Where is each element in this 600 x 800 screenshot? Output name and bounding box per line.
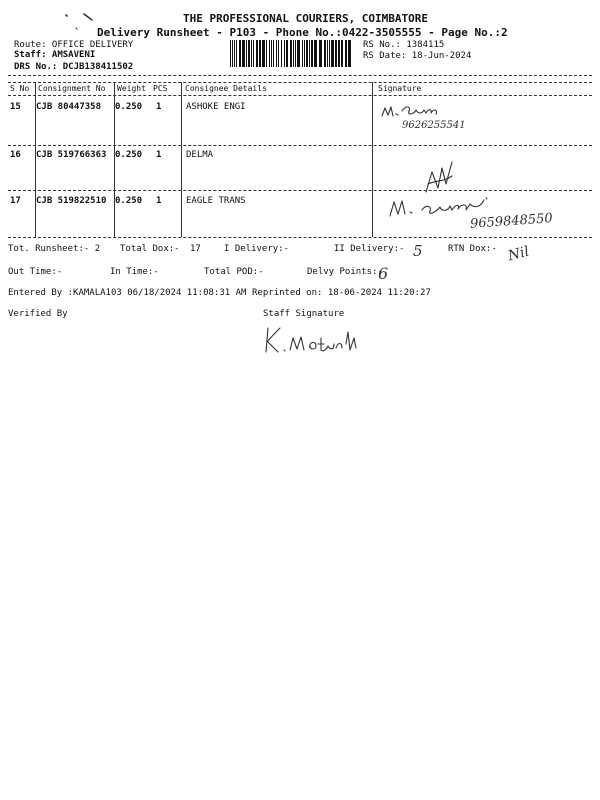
row-16-sno: 16 <box>10 150 21 160</box>
delvy-points-label: Delvy Points:- <box>307 267 383 277</box>
column-separator <box>181 82 182 237</box>
barcode-bar <box>230 40 231 67</box>
col-header-signature: Signature <box>378 84 422 93</box>
smudge-mark-icon <box>64 12 94 26</box>
staff-signature-label: Staff Signature <box>263 309 345 319</box>
divider-top <box>8 75 592 76</box>
barcode-bar <box>319 40 322 67</box>
barcode-bar <box>271 40 272 67</box>
barcode-bar <box>276 40 277 67</box>
barcode-bar <box>286 40 288 67</box>
rtn-dox-label: RTN Dox:- <box>448 244 497 254</box>
barcode-bar <box>269 40 270 67</box>
divider-header-bottom <box>8 95 592 96</box>
barcode-bar <box>273 40 274 67</box>
total-dox-label: Total Dox:- <box>120 244 180 254</box>
verified-by-label: Verified By <box>8 309 68 319</box>
barcode-bar <box>262 40 265 67</box>
row-17-consignment: CJB 519822510 <box>36 196 107 206</box>
barcode-bar <box>246 40 247 67</box>
row-16-consignee: DELMA <box>186 150 214 160</box>
barcode-bar <box>234 40 235 67</box>
barcode-bar <box>331 40 334 67</box>
divider-table-bottom <box>8 237 592 238</box>
in-time-label: In Time:- <box>110 267 159 277</box>
barcode-bar <box>309 40 310 67</box>
rs-date: RS Date: 18-Jun-2024 <box>363 51 472 61</box>
staff-label: Staff: AMSAVENI <box>14 50 96 60</box>
barcode-bar <box>256 40 258 67</box>
barcode-bar <box>284 40 285 67</box>
drs-number: DRS No.: DCJB138411502 <box>14 62 134 72</box>
row-17-consignee: EAGLE TRANS <box>186 196 246 206</box>
ii-delivery-value: 5 <box>413 242 423 260</box>
row-17-pcs: 1 <box>156 196 162 206</box>
col-header-consignee: Consignee Details <box>185 84 267 93</box>
i-delivery-label: I Delivery:- <box>224 244 290 254</box>
column-separator <box>372 82 373 237</box>
row-15-pcs: 1 <box>156 102 162 112</box>
row-16-pcs: 1 <box>156 150 162 160</box>
row-15-consignment: CJB 80447358 <box>36 102 102 112</box>
total-pod-label: Total POD:- <box>204 267 264 277</box>
row-17-sno: 17 <box>10 196 21 206</box>
barcode-bar <box>304 40 305 67</box>
row-divider <box>8 145 592 146</box>
barcode-bar <box>251 40 252 67</box>
barcode-bar <box>259 40 261 67</box>
col-header-consignment: Consignment No <box>38 84 106 93</box>
row-17-weight: 0.250 <box>115 196 143 206</box>
row-15-consignee: ASHOKE ENGI <box>186 102 246 112</box>
barcode-bar <box>302 40 303 67</box>
barcode-bar <box>278 40 279 67</box>
total-dox-value: 17 <box>190 244 201 254</box>
row-divider <box>8 190 592 191</box>
route-label: Route: OFFICE DELIVERY <box>14 40 134 50</box>
tot-runsheet: Tot. Runsheet:- 2 <box>8 244 101 254</box>
row-15-weight: 0.250 <box>115 102 143 112</box>
barcode-bar <box>239 40 241 67</box>
company-name: THE PROFESSIONAL COURIERS, COIMBATORE <box>183 12 429 25</box>
barcode-bar <box>232 40 233 67</box>
barcode-bar <box>297 40 300 67</box>
row-15-sno: 15 <box>10 102 21 112</box>
col-header-sno: S No <box>10 84 30 93</box>
row-16-consignment: CJB 519766363 <box>36 150 107 160</box>
barcode-bar <box>290 40 292 67</box>
row-16-weight: 0.250 <box>115 150 143 160</box>
barcode-bar <box>329 40 330 67</box>
reprinted-on: Reprinted on: 18-06-2024 11:20:27 <box>252 288 431 298</box>
barcode-bar <box>281 40 282 67</box>
barcode-bar <box>248 40 250 67</box>
barcode-bar <box>253 40 254 67</box>
barcode-bar <box>335 40 337 67</box>
barcode-bar <box>314 40 317 67</box>
rtn-dox-value: Nil <box>506 243 531 265</box>
barcode-bar <box>293 40 294 67</box>
delvy-points-value: 6 <box>378 264 389 283</box>
barcode-bar <box>242 40 245 67</box>
barcode-bar <box>324 40 326 67</box>
signature-phone-15: 9626255541 <box>402 120 466 131</box>
runsheet-title: Delivery Runsheet - P103 - Phone No.:0422-3505555 - Page No.:2 <box>97 26 508 39</box>
staff-signature-icon <box>262 322 372 358</box>
entered-by: Entered By :KAMALA103 06/18/2024 11:08:31 AM <box>8 288 247 298</box>
barcode-bar <box>348 40 351 67</box>
divider-header-top <box>8 82 592 83</box>
signature-phone-17: 9659848550 <box>469 211 554 232</box>
barcode-bar <box>306 40 308 67</box>
barcode-bar <box>338 40 340 67</box>
ii-delivery-label: II Delivery:- <box>334 244 405 254</box>
barcode-bar <box>266 40 267 67</box>
barcode-bar <box>236 40 237 67</box>
barcode-bar <box>295 40 296 67</box>
col-header-pcs: PCS <box>153 84 168 93</box>
rs-number: RS No.: 1384115 <box>363 40 445 50</box>
barcode-bar <box>341 40 343 67</box>
out-time-label: Out Time:- <box>8 267 63 277</box>
barcode-bar <box>311 40 313 67</box>
barcode-icon <box>230 40 354 67</box>
barcode-bar <box>327 40 328 67</box>
col-header-weight: Weight <box>117 84 146 93</box>
barcode-bar <box>345 40 347 67</box>
